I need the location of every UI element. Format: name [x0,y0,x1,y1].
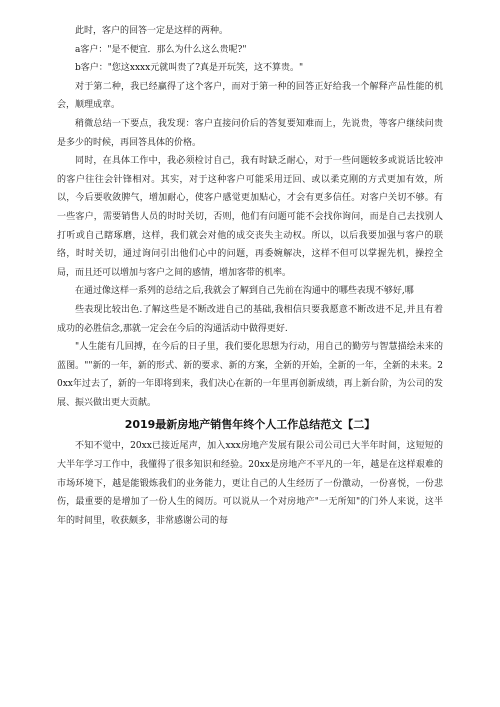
paragraph: 些表现比较出色.了解这些是不断改进自己的基础,我相信只要我愿意不断改进不足,并且有着成功的必胜信念,那就一定会在今后的沟通活动中做得更好. [57,304,443,334]
paragraph: 在通过像这样一系列的总结之后,我就会了解到自己先前在沟通中的哪些表现不够好,哪 [75,286,414,297]
section-title: 2019最新房地产销售年终个人工作总结范文【二】 [124,418,376,432]
paragraph: 不知不觉中，20xx已接近尾声，加入xxx房地产发展有限公司公司已大半年时间，这短短的大半年学习工作中，我懂得了很多知识和经验。20xx是房地产不平凡的一年，越是在这样艰难的市场环境下，越是能锻炼我们的业务能力，更让自己的人生经历了一份激动，一份喜悦，一份悲伤，最重要的是增加了一份人生的阅历。可以说从一个对房地产"一无所知"的门外人来说，这半年的时间里，收获颇多，非常感谢公司的每 [57,441,443,526]
paragraph: 对于第二种，我已经赢得了这个客户，而对于第一种的回答正好给我一个解释产品性能的机会，顺理成章。 [57,81,443,111]
document-body [57,22,443,530]
paragraph: a客户："是不便宜．那么为什么这么贵呢?" [75,44,247,55]
paragraph: b客户："您这xxxx元就叫贵了?真是开玩笑，这不算贵。" [75,63,304,74]
paragraph: 稍微总结一下要点，我发现：客户直接问价后的答复要知难而上，先说贵，等客户继续问贵是多少的时候，再回答具体的价格。 [57,118,443,148]
paragraph: 此时，客户的回答一定是这样的两种。 [75,26,229,36]
paragraph: 同时，在具体工作中，我必须检讨自己，我有时缺乏耐心，对于一些问题较多或说话比较冲的客户往往会针锋相对。其实，对于这种客户可能采用迂回、或以柔克刚的方式更加有效，所以，今后要收敛脾气，增加耐心，使客户感觉更加贴心，才会有更多信任。对客户关切不够。有一些客户，需要销售人员的时时关切，否则，他们有问题可能不会找你询问，而是自己去找别人打听或自己瞎琢磨，这样，我们就会对他的成交丧失主动权。所以，以后我要加强与客户的联络，时时关切，通过询问引出他们心中的问题，再委婉解决，这样不但可以掌握先机，操控全局，而且还可以增加与客户之间的感情，增加客带的机率。 [57,156,443,278]
paragraph: "人生能有几回搏，在今后的日子里，我们要化思想为行动，用自己的勤劳与智慧描绘未来的蓝图。""新的一年，新的形式、新的要求、新的方案，全新的开始，全新的一年，全新的未来。20xx年过去了，新的一年即将到来，我们决心在新的一年里再创新成绩，再上新台阶，为公司的发展、振兴做出更大贡献。 [57,342,443,408]
